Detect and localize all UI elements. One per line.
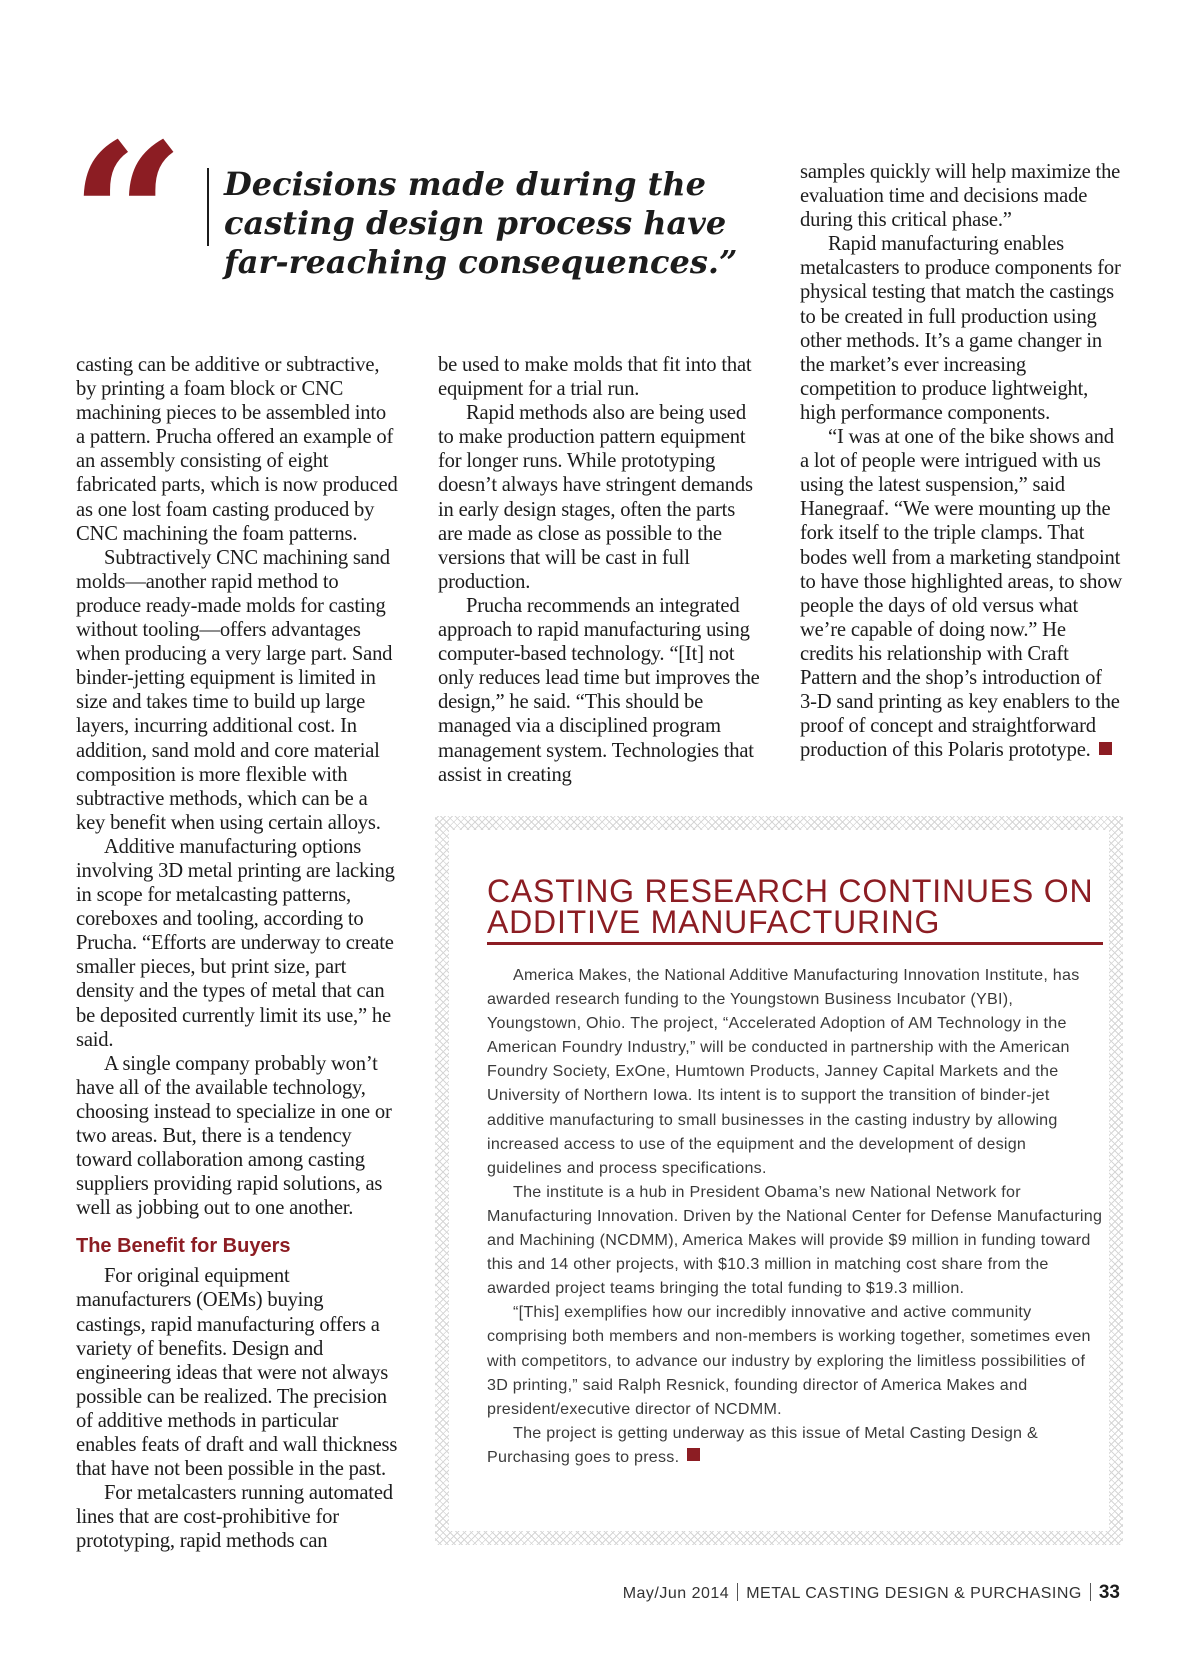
sidebar-content	[449, 830, 1109, 1531]
sidebar-title: CASTING RESEARCH CONTINUES ON ADDITIVE MANUFACTURING	[487, 876, 1103, 945]
paragraph: Prucha recommends an integrated approach to rapid manufacturing using computer-based technology. “[It] not only reduces lead time but improves the design,” he said. “This should be managed via a disciplined program management system. Technologies that assist in creating	[438, 594, 760, 786]
footer-publication: METAL CASTING DESIGN & PURCHASING	[746, 1585, 1082, 1602]
paragraph: Rapid methods also are being used to make production pattern equipment for longer runs. While prototyping doesn’t always have stringent demands in early design stages, often the parts are made as close as possible to the versions that will be cast in full production.	[438, 402, 753, 593]
paragraph: be used to make molds that fit into that equipment for a trial run.	[438, 354, 752, 401]
page-number: 33	[1098, 1582, 1120, 1603]
end-of-sidebar-mark	[687, 1448, 700, 1461]
paragraph: Subtractively CNC machining sand molds—another rapid method to produce ready-made molds for casting without tooling—offers advantages when producing a very large part. Sand binder-jetting equipment is limited in size and takes time to build up large layers, incurring additional cost. In addition, sand mold and core material composition is more flexible with subtractive methods, which can be a key benefit when using certain alloys.	[76, 546, 393, 834]
article-column-1	[76, 353, 398, 1554]
footer-divider	[737, 1583, 738, 1601]
paragraph: Rapid manufacturing enables metalcasters to produce components for physical testing that match the castings to be created in full production using other methods. It’s a game changer in the market’s ever increasing competition to produce lightweight, high performance components.	[800, 233, 1121, 424]
pull-quote-mark: “	[70, 100, 168, 335]
pull-quote-divider	[207, 168, 209, 246]
paragraph: A single company probably won’t have all of the available technology, choosing instead to specialize in one or two areas. But, there is a tendency toward collaboration among casting suppliers providing rapid solutions, as well as jobbing out to one another.	[76, 1052, 392, 1220]
footer-issue: May/Jun 2014	[622, 1585, 730, 1602]
sidebar-box	[435, 816, 1123, 1545]
paragraph: casting can be additive or subtractive, by printing a foam block or CNC machining pieces to be assembled into a pattern. Prucha offered an example of an assembly consisting of eight fabricated parts, which is now produced as one lost foam casting produced by CNC machining the foam patterns.	[76, 354, 398, 545]
section-heading: The Benefit for Buyers	[76, 1235, 291, 1258]
paragraph: Additive manufacturing options involving 3D metal printing are lacking in scope for metalcasting patterns, coreboxes and tooling, according to Prucha. “Efforts are underway to create smaller pieces, but print size, part density and the types of metal that can be deposited currently limit its use,” he said.	[76, 835, 395, 1051]
paragraph-text: “I was at one of the bike shows and a lot of people were intrigued with us using the latest suspension,” said Hanegraaf. “We were mounting up the fork itself to the triple clamps. That bodes well from a marketing standpoint to have those highlighted areas, to show people the days of old versus what we’re capable of doing now.” He credits his relationship with Craft Pattern and the shop’s introduction of 3-D sand printing as key enablers to the proof of concept and straightforward production of this Polaris prototype.	[800, 426, 1123, 762]
pull-quote: Decisions made during the casting design process have far-reaching consequences.”	[224, 165, 738, 281]
paragraph: For metalcasters running automated lines that are cost-prohibitive for prototyping, rapid methods can	[76, 1482, 393, 1553]
sidebar-paragraph: America Makes, the National Additive Manufacturing Innovation Institute, has awarded research funding to the Youngstown Business Incubator (YBI), Youngstown, Ohio. The project, “Accelerated Adoption of AM Technology in the American Foundry Industry,” will be conducted in partnership with the American Foundry Society, ExOne, Humtown Products, Janney Capital Markets and the University of Northern Iowa. Its intent is to support the transition of binder-jet additive manufacturing to small businesses in the casting industry by allowing increased access to use of the equipment and the development of design guidelines and process specifications.	[487, 966, 1080, 1177]
sidebar-paragraph: The institute is a hub in President Obama’s new National Network for Manufacturing Innovation. Driven by the National Center for Defense Manufacturing and Machining (NCDMM), America Makes will provide $9 million in funding toward this and 14 other projects, with $10.3 million in matching cost share from the awarded project teams bringing the total funding to $19.3 million.	[487, 1182, 1103, 1298]
page-footer	[623, 1580, 1120, 1606]
footer-divider	[1090, 1583, 1091, 1601]
end-of-article-mark	[1099, 742, 1112, 755]
sidebar-paragraph	[487, 1421, 1103, 1469]
paragraph	[800, 425, 1122, 762]
sidebar-body	[487, 963, 1103, 1469]
paragraph: For original equipment manufacturers (OEMs) buying castings, rapid manufacturing offers a variety of benefits. Design and engineering ideas that were not always possible can be realized. The precision of additive methods in particular enables feats of draft and wall thickness that have not been possible in the past.	[76, 1265, 398, 1481]
sidebar-paragraph: “[This] exemplifies how our incredibly innovative and active community comprising both members and non-members is working together, sometimes even with competitors, to advance our industry by exploring the limitless possibilities of 3D printing,” said Ralph Resnick, founding director of America Makes and president/executive director of NCDMM.	[487, 1303, 1091, 1418]
sidebar-paragraph-text: The project is getting underway as this issue of Metal Casting Design & Purchasing goes to press.	[487, 1423, 1038, 1466]
paragraph: samples quickly will help maximize the evaluation time and decisions made during this critical phase.”	[800, 161, 1121, 232]
article-column-2	[438, 353, 760, 787]
article-column-3	[800, 160, 1122, 762]
